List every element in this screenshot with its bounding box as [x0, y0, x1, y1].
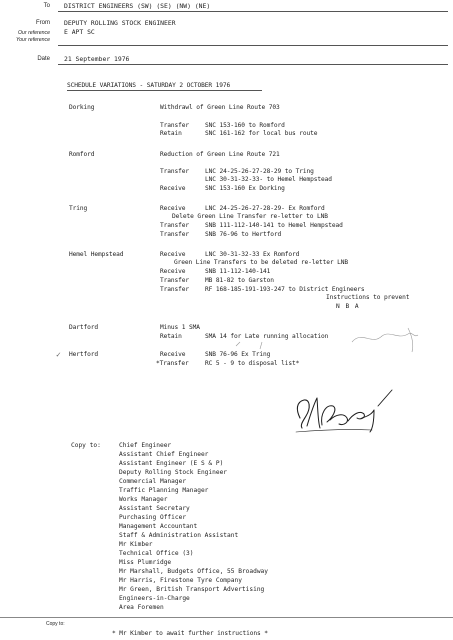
footer-rule [0, 617, 453, 618]
tring-line-3-label: Transfer [160, 222, 190, 229]
copy-recipient: Mr Green, British Transport Advertising [119, 586, 265, 593]
dorking-line-1: Withdrawl of Green Line Route 703 [160, 104, 280, 111]
our-reference-label: Our reference [17, 30, 50, 36]
dartford-line-2: SMA 14 for Late running allocation [205, 333, 329, 340]
hemel-line-2: Green Line Transfers to be deleted re-letter LNB [174, 259, 349, 266]
copy-recipient: Assistant Secretary [119, 505, 190, 512]
hemel-line-1-label: Receive [160, 251, 186, 258]
signature-icon [296, 390, 392, 432]
hertford-line-2-label: *Transfer [156, 360, 189, 367]
romford-line-4-label: Receive [160, 185, 186, 192]
copy-recipient: Management Accountant [119, 523, 198, 530]
place-tring: Tring [69, 205, 88, 212]
place-hemel-hempstead: Hemel Hempstead [69, 251, 124, 258]
dartford-line-2-label: Retain [160, 333, 182, 340]
romford-line-3: LNC 30-31-32-33- to Hemel Hempstead [205, 176, 332, 183]
hertford-line-2: RC 5 - 9 to disposal list* [205, 360, 300, 367]
your-reference-label: Your reference [15, 37, 50, 43]
place-dartford: Dartford [69, 324, 99, 331]
tring-line-1-label: Receive [160, 205, 186, 212]
to-value: DISTRICT ENGINEERS (SW) (SE) (NW) (NE) [64, 2, 211, 10]
copy-recipient: Area Foremen [119, 604, 164, 611]
copy-recipient: Deputy Rolling Stock Engineer [119, 469, 228, 476]
subject-line: SCHEDULE VARIATIONS - SATURDAY 2 OCTOBER 1976 [67, 82, 231, 89]
our-reference-value: E APT SC [64, 28, 95, 36]
tring-line-4-label: Transfer [160, 231, 190, 238]
dorking-line-3-label: Retain [160, 130, 182, 137]
place-dorking: Dorking [69, 104, 95, 111]
from-value: DEPUTY ROLLING STOCK ENGINEER [64, 19, 176, 27]
dorking-line-2: SNC 153-160 to Romford [205, 122, 285, 129]
copy-recipient: Commercial Manager [119, 478, 187, 485]
tring-line-1: LNC 24-25-26-27-28-29- Ex Romford [205, 205, 325, 212]
tring-line-3: SNB 111-112-140-141 to Hemel Hempstead [205, 222, 343, 229]
hemel-line-3-label: Receive [160, 268, 186, 275]
copy-to-label: Copy to: [71, 442, 101, 449]
place-hertford: Hertford [69, 351, 99, 358]
dorking-line-2-label: Transfer [160, 122, 190, 129]
tring-line-2: Delete Green Line Transfer re-letter to LNB [172, 213, 328, 220]
dorking-line-3: SNC 161-162 for local bus route [205, 130, 318, 137]
copy-recipient: Engineers-in-Charge [119, 595, 190, 602]
copy-recipient: Miss Plumridge [119, 559, 172, 566]
place-romford: Romford [69, 151, 95, 158]
date-label: Date [37, 56, 50, 62]
hemel-line-5: RF 168-185-191-193-247 to District Engineers [205, 286, 365, 293]
from-label: From [36, 20, 50, 26]
copy-recipient: Purchasing Officer [119, 514, 187, 521]
pencil-scrawl-icon [236, 328, 418, 352]
hemel-line-6: Instructions to prevent [326, 294, 410, 301]
copy-recipient: Assistant Chief Engineer [119, 451, 209, 458]
hemel-line-3: SNB 11-112-140-141 [205, 268, 271, 275]
romford-line-2-label: Transfer [160, 168, 190, 175]
copy-recipient: Mr Marshall, Budgets Office, 55 Broadway [119, 568, 269, 575]
footer-copy-to-label: Copy to: [46, 621, 65, 627]
hemel-line-7: N B A [336, 303, 360, 310]
copy-recipient: Chief Engineer [119, 442, 172, 449]
date-value: 21 September 1976 [64, 55, 130, 63]
romford-line-2: LNC 24-25-26-27-28-29 to Tring [205, 168, 314, 175]
tring-line-4: SNB 76-96 to Hertford [205, 231, 282, 238]
romford-line-1: Reduction of Green Line Route 721 [160, 151, 280, 158]
copy-recipient: Traffic Planning Manager [119, 487, 209, 494]
copy-recipient: Mr Kimber [119, 541, 153, 548]
dartford-line-1: Minus 1 SMA [160, 324, 200, 331]
tick-mark-icon: ✓ [56, 350, 61, 359]
footer-note: * Mr Kimber to await further instructions * [112, 630, 268, 637]
hemel-line-4-label: Transfer [160, 277, 190, 284]
hertford-line-1-label: Receive [160, 351, 186, 358]
copy-recipient: Staff & Administration Assistant [119, 532, 239, 539]
copy-recipient: Technical Office (3) [119, 550, 194, 557]
hertford-line-1: SNB 76-96 Ex Tring [205, 351, 271, 358]
copy-recipient: Assistant Engineer (E S & P) [119, 460, 224, 467]
copy-recipient: Mr Harris, Firestone Tyre Company [119, 577, 242, 584]
hemel-line-1: LNC 30-31-32-33 Ex Romford [205, 251, 300, 258]
to-label: To [43, 3, 50, 9]
hemel-line-4: MB 81-82 to Garston [205, 277, 274, 284]
romford-line-4: SNC 153-160 Ex Dorking [205, 185, 285, 192]
hemel-line-5-label: Transfer [160, 286, 190, 293]
copy-recipient: Works Manager [119, 496, 168, 503]
